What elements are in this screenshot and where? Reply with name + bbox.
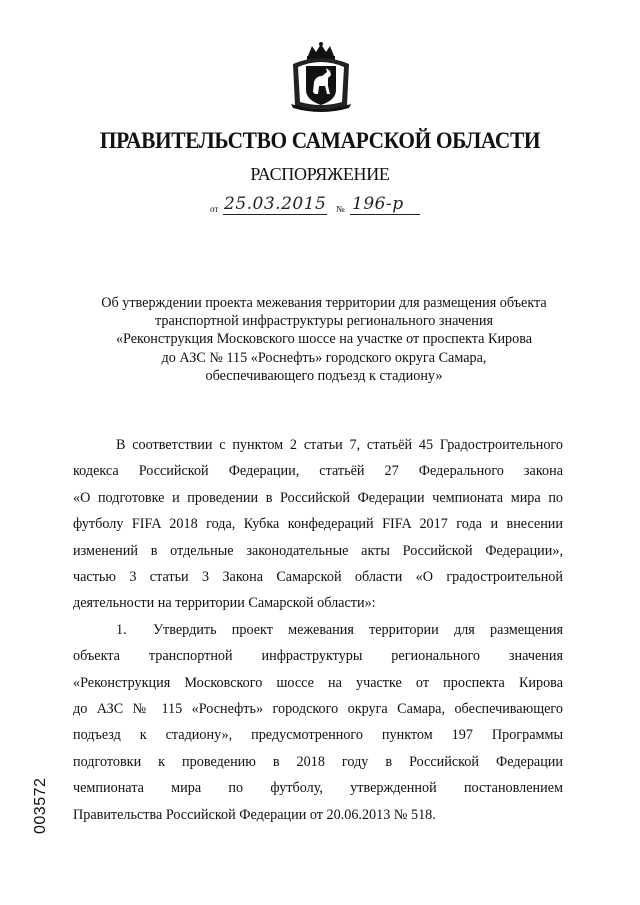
- number-underline: [350, 214, 420, 215]
- item-1-line: подготовки к проведению в 2018 году в Российской Федерации: [73, 753, 563, 770]
- subject-line: обеспечивающего подъезд к стадиону»: [205, 367, 443, 384]
- body-line: изменений в отдельные законодательные акты Российской Федерации»,: [73, 542, 563, 559]
- subject-line: транспортной инфраструктуры регионального значения: [154, 313, 494, 330]
- item-1-line: чемпионата мира по футболу, утвержденной постановлением: [73, 780, 563, 797]
- body-line: частью 3 статьи 3 Закона Самарской области «О градостроительной: [73, 569, 563, 586]
- body-line: футболу FIFA 2018 года, Кубка конфедераций FIFA 2017 года и внесении: [73, 516, 563, 533]
- item-1-line: «Реконструкция Московского шоссе на участке от проспекта Кирова: [73, 674, 563, 691]
- item-1-line: до АЗС № 115 «Роснефть» городского округа Самара, обеспечивающего: [73, 701, 563, 718]
- number-prefix: №: [336, 204, 345, 214]
- body-line: В соответствии с пунктом 2 статьи 7, статьёй 45 Градостроительного: [116, 437, 563, 453]
- subject-line: Об утверждении проекта межевания территории для размещения объекта: [101, 295, 547, 311]
- handwritten-number: 196-р: [352, 194, 404, 214]
- body-line: «О подготовке и проведении в Российской Федерации чемпионата мира по: [73, 489, 563, 506]
- item-1-line: Правительства Российской Федерации от 20.06.2013 № 518.: [73, 806, 436, 823]
- date-number-line: [210, 194, 450, 220]
- body-line: деятельности на территории Самарской области»:: [73, 595, 376, 612]
- document-type: РАСПОРЯЖЕНИЕ: [250, 164, 390, 184]
- item-1-lead: Утвердить проект межевания территории для размещения: [153, 621, 563, 638]
- registration-number: 003572: [32, 777, 49, 834]
- government-title: ПРАВИТЕЛЬСТВО САМАРСКОЙ ОБЛАСТИ: [99, 128, 541, 153]
- registration-number-stamp: [0, 774, 58, 836]
- item-1-line: подъезд к стадиону», предусмотренного пунктом 197 Программы: [73, 727, 563, 744]
- samara-coat-of-arms-emblem: [289, 42, 353, 112]
- date-prefix: от: [210, 204, 219, 214]
- item-1-line: объекта транспортной инфраструктуры регионального значения: [73, 648, 563, 665]
- item-1-number: 1.: [116, 621, 127, 638]
- date-underline: [223, 214, 327, 215]
- document-body: [73, 432, 563, 828]
- item-1-first-line: [73, 617, 563, 643]
- subject-line: до АЗС № 115 «Роснефть» городского округа Самара,: [161, 349, 487, 366]
- document-subject: [70, 294, 578, 385]
- body-line: кодекса Российской Федерации, статьёй 27 Федерального закона: [73, 463, 563, 480]
- handwritten-date: 25.03.2015: [224, 194, 327, 214]
- subject-line: «Реконструкция Московского шоссе на участке от проспекта Кирова: [115, 331, 533, 348]
